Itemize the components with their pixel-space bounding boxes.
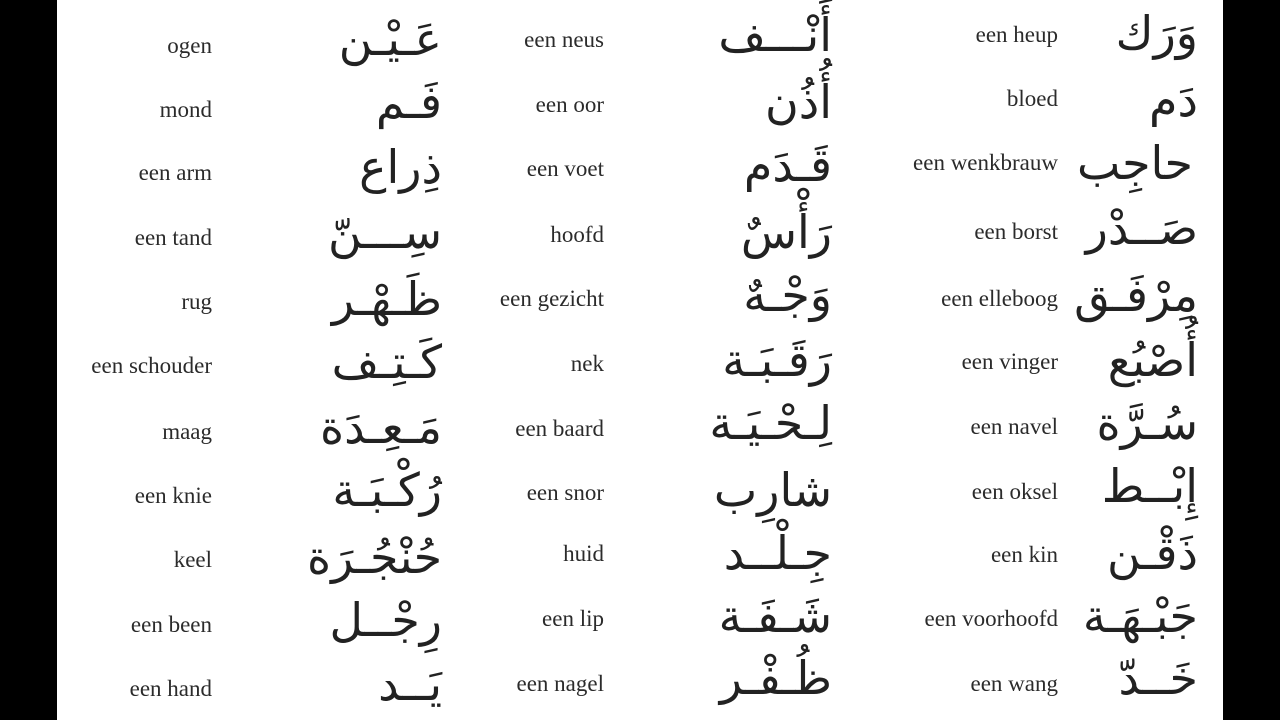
arabic-word: أُذُن <box>764 75 832 129</box>
arabic-word: حُنْجُـرَة <box>307 530 442 584</box>
vocab-row <box>857 589 1223 659</box>
arabic-word: جَبْـهَـة <box>1082 589 1198 643</box>
vocab-row <box>457 205 847 269</box>
dutch-word: een heup <box>975 22 1058 47</box>
arabic-word: ظُـفْـر <box>719 651 832 705</box>
arabic-word: رِجْــل <box>329 593 442 647</box>
vocab-row <box>57 655 447 719</box>
dutch-word: nek <box>570 351 604 376</box>
dutch-word: een knie <box>134 483 212 508</box>
arabic-word: خَــدّ <box>1118 651 1198 705</box>
arabic-word: سُـرَّة <box>1096 396 1198 450</box>
vocab-row <box>457 526 847 594</box>
arabic-word: رُكْـبَـة <box>332 463 442 517</box>
arabic-word: لِـحْـيَـة <box>709 396 832 450</box>
dutch-word: een hand <box>129 676 212 701</box>
vocab-row <box>857 526 1223 594</box>
vocab-row <box>857 6 1223 74</box>
vocab-row <box>457 270 847 334</box>
dutch-word: een vinger <box>961 349 1058 374</box>
dutch-word: een voorhoofd <box>924 606 1058 631</box>
vocab-row <box>57 205 447 269</box>
vocab-row <box>57 530 447 594</box>
vocab-row <box>857 136 1223 204</box>
arabic-word: ذَقْـن <box>1107 526 1198 580</box>
dutch-word: een tand <box>134 225 212 250</box>
vocab-row <box>457 10 847 74</box>
vocab-row <box>857 651 1223 719</box>
arabic-word: شَـفَـة <box>718 589 832 643</box>
vocab-column-2 <box>457 0 847 720</box>
arabic-word: ظَـهْـر <box>331 272 442 326</box>
dutch-word: huid <box>563 541 604 566</box>
dutch-word: een been <box>130 612 212 637</box>
dutch-word: een snor <box>526 480 604 505</box>
vocab-row <box>57 75 447 139</box>
arabic-word: ذِراع <box>359 140 442 194</box>
vocab-row <box>857 396 1223 464</box>
dutch-word: een kin <box>990 542 1058 567</box>
arabic-word: رَقَـبَـة <box>722 333 832 387</box>
vocab-row <box>457 140 847 204</box>
arabic-word: وَجْـهٌ <box>743 268 832 322</box>
dutch-word: een wenkbrauw <box>913 150 1058 175</box>
vocab-row <box>457 651 847 719</box>
vocab-row <box>857 75 1223 139</box>
arabic-word: شارِب <box>713 463 832 517</box>
dutch-word: hoofd <box>550 222 604 247</box>
arabic-word: وَرَك <box>1115 6 1198 60</box>
dutch-word: een oor <box>535 92 604 117</box>
dutch-word: rug <box>181 289 212 314</box>
arabic-word: صَــدْر <box>1085 201 1198 255</box>
arabic-word: أُصْبُع <box>1107 333 1198 387</box>
dutch-word: maag <box>162 419 212 444</box>
vocab-row <box>457 335 847 399</box>
arabic-word: حاجِب <box>1076 136 1193 190</box>
arabic-word: جِـلْــد <box>723 526 832 580</box>
dutch-word: een lip <box>542 606 604 631</box>
vocab-row <box>57 10 447 74</box>
dutch-word: een schouder <box>91 353 212 378</box>
vocab-row <box>57 270 447 334</box>
arabic-word: مِرْفَـق <box>1074 268 1198 322</box>
arabic-word: رَأْسٌ <box>740 205 832 259</box>
vocab-row <box>457 396 847 464</box>
vocab-row <box>457 465 847 529</box>
dutch-word: mond <box>159 97 212 122</box>
dutch-word: een elleboog <box>941 286 1058 311</box>
arabic-word: مَـعِـدَة <box>319 400 442 454</box>
dutch-word: een neus <box>524 27 604 52</box>
vocab-row <box>57 140 447 204</box>
vocab-row <box>857 335 1223 399</box>
vocabulary-sheet <box>57 0 1223 720</box>
dutch-word: een voet <box>526 156 604 181</box>
arabic-word: إِبْــط <box>1101 459 1198 513</box>
dutch-word: een arm <box>138 160 212 185</box>
arabic-word: كَـتِـف <box>331 335 442 389</box>
vocab-row <box>857 270 1223 334</box>
vocab-column-1 <box>57 0 447 720</box>
arabic-word: سِـــنّ <box>328 205 442 259</box>
vocab-row <box>57 595 447 659</box>
vocab-row <box>857 201 1223 269</box>
dutch-word: keel <box>173 547 212 572</box>
dutch-word: een gezicht <box>499 286 604 311</box>
arabic-word: قَـدَم <box>743 138 832 192</box>
dutch-word: een nagel <box>516 671 604 696</box>
dutch-word: bloed <box>1006 86 1058 111</box>
vocab-row <box>457 589 847 659</box>
arabic-word: فَـم <box>375 75 442 129</box>
dutch-word: ogen <box>167 33 212 58</box>
vocab-row <box>857 459 1223 529</box>
dutch-word: een oksel <box>971 479 1058 504</box>
arabic-word: أَنْـــف <box>718 8 832 62</box>
dutch-word: een navel <box>970 414 1058 439</box>
arabic-word: دَم <box>1149 73 1198 127</box>
dutch-word: een borst <box>974 219 1058 244</box>
vocab-row <box>457 75 847 139</box>
vocab-column-3 <box>857 0 1223 720</box>
dutch-word: een wang <box>970 671 1058 696</box>
dutch-word: een baard <box>515 416 604 441</box>
arabic-word: يَــد <box>378 657 442 711</box>
vocab-row <box>57 400 447 464</box>
vocab-row <box>57 335 447 399</box>
arabic-word: عَـيْـن <box>338 12 442 66</box>
vocab-row <box>57 465 447 529</box>
